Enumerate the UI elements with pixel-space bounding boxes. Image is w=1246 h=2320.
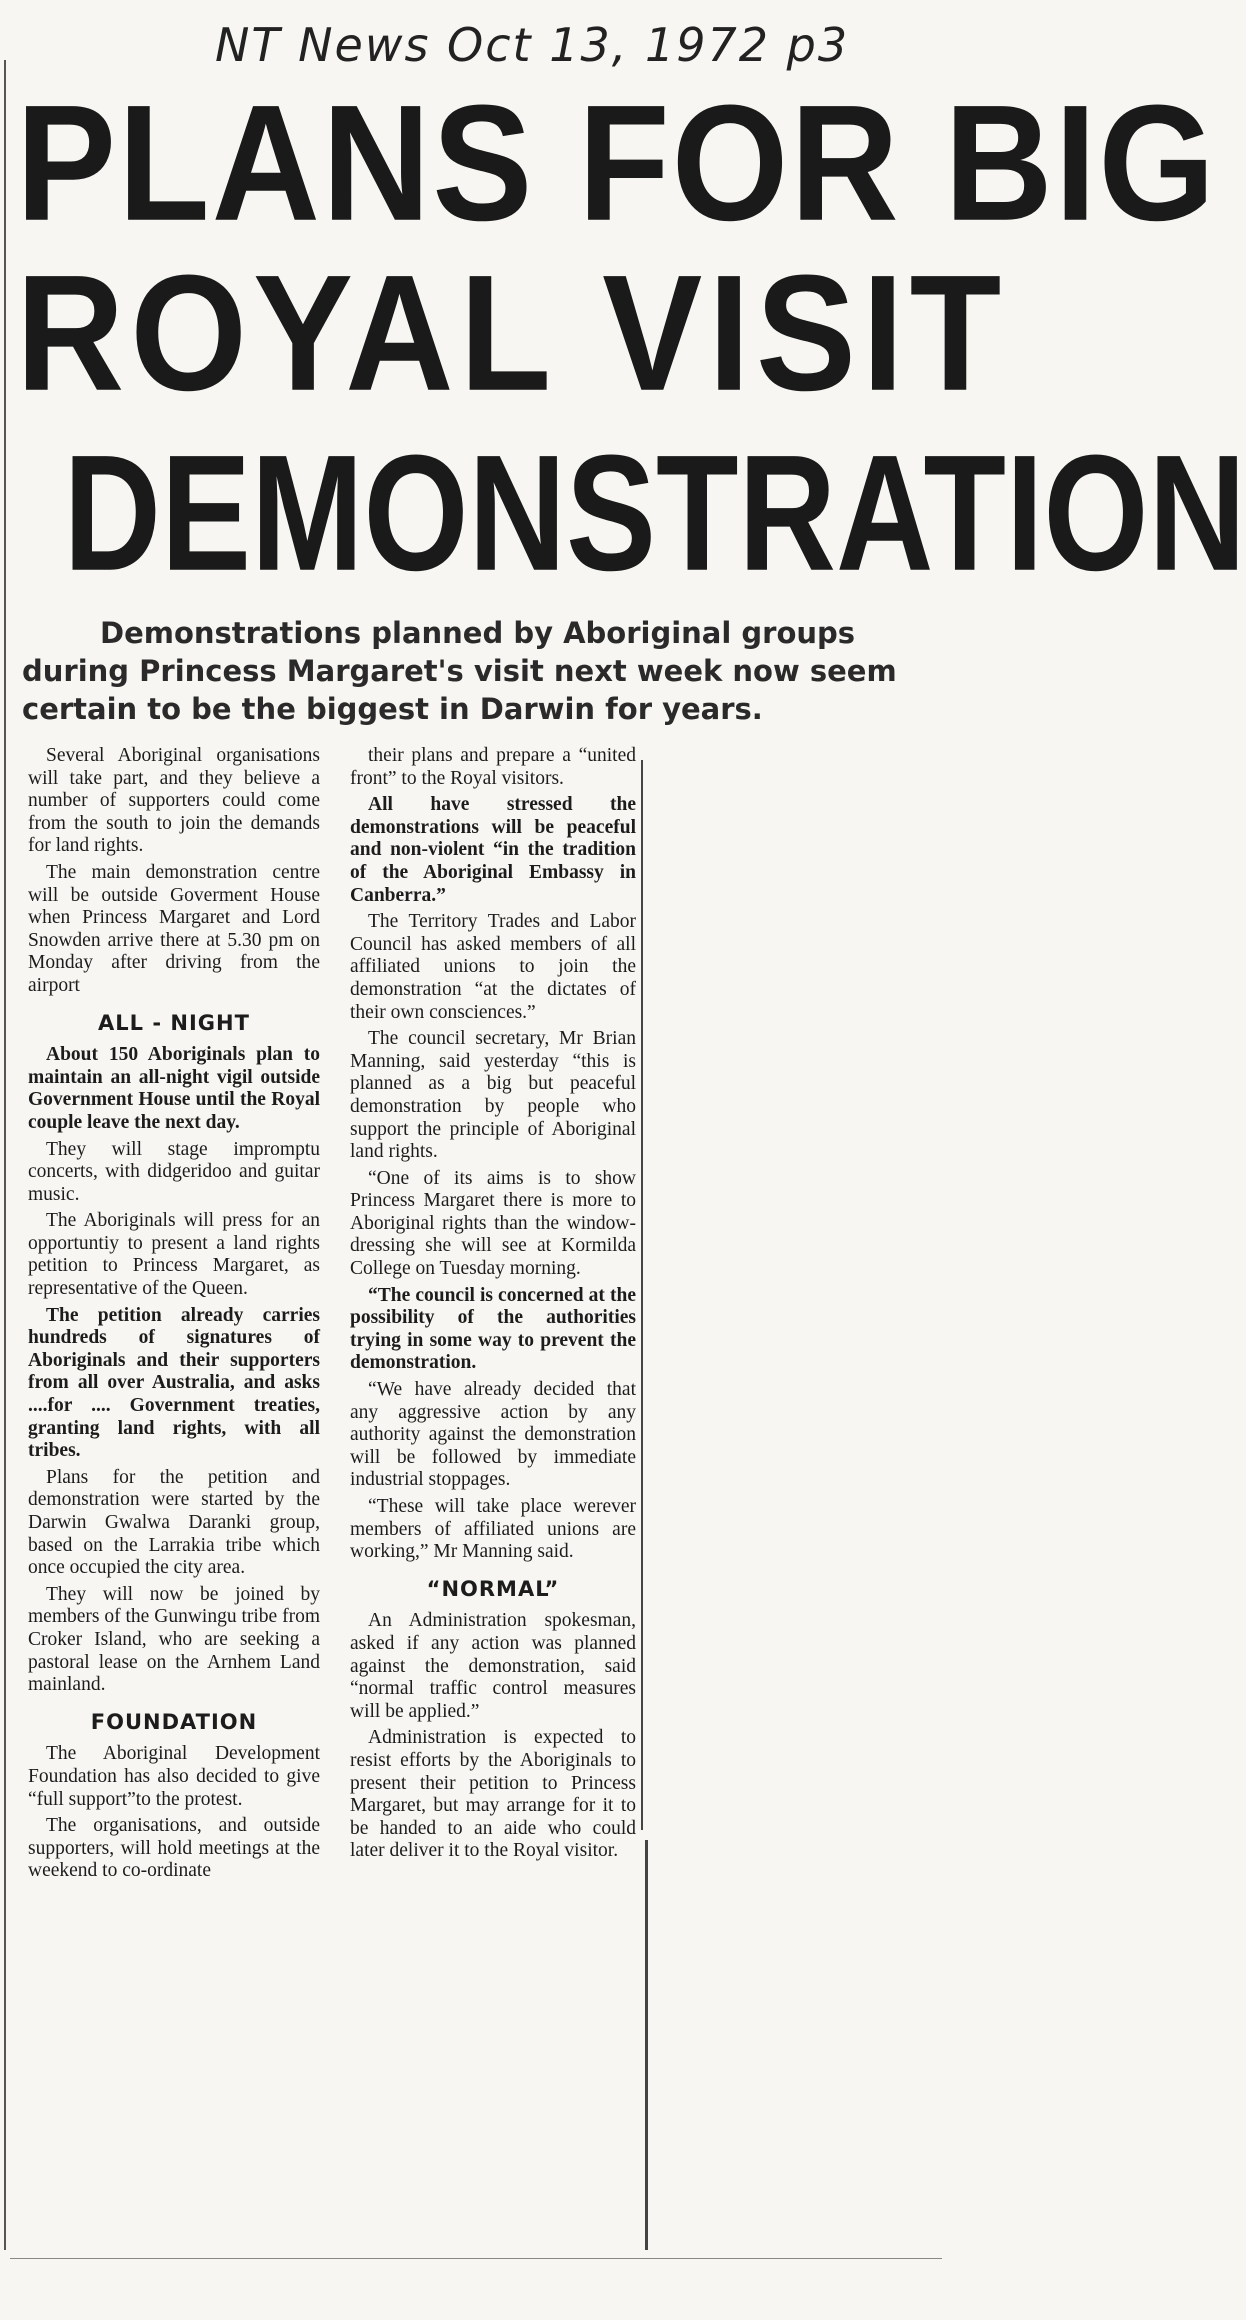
headline-line-1: PLANS FOR BIG bbox=[16, 70, 1218, 255]
article-column-right bbox=[350, 745, 636, 1867]
subhead-normal: “NORMAL” bbox=[426, 1576, 560, 1601]
paragraph: Several Aboriginal organisations will take part, and they believe a number of supporters could come from the south to join the demands for land rights. bbox=[28, 745, 320, 857]
paragraph: An Administration spokesman, asked if any action was planned against the demonstration, said “normal traffic control measures will be applied.” bbox=[350, 1610, 636, 1722]
handwritten-annotation: NT News Oct 13, 1972 p3 bbox=[215, 18, 850, 72]
paragraph: The Territory Trades and Labor Council has asked members of all affiliated unions to join the demonstration “at the dictates of their own consciences.” bbox=[350, 911, 636, 1023]
paragraph: They will now be joined by members of the Gunwingu tribe from Croker Island, who are seeking a pastoral lease on the Arnhem Land mainland. bbox=[28, 1583, 320, 1696]
paragraph: “The council is concerned at the possibility of the authorities trying in some way to prevent the demonstration. bbox=[350, 1284, 636, 1374]
paragraph: The organisations, and outside supporters, will hold meetings at the weekend to co-ordinate bbox=[28, 1815, 320, 1882]
paragraph: “We have already decided that any aggressive action by any authority against the demonstration will be followed by immediate industrial stoppages. bbox=[350, 1379, 636, 1491]
paragraph: The Aboriginal Development Foundation has also decided to give “full support”to the protest. bbox=[28, 1743, 320, 1810]
paragraph: The Aboriginals will press for an opportuntiy to present a land rights petition to Princess Margaret, as representative of the Queen. bbox=[28, 1210, 320, 1300]
subhead-foundation: FOUNDATION bbox=[90, 1709, 258, 1734]
bottom-rule bbox=[10, 2258, 942, 2259]
paragraph: “These will take place werever members of affiliated unions are working,” Mr Manning said. bbox=[350, 1496, 636, 1563]
paragraph: The petition already carries hundreds of signatures of Aboriginals and their supporters from all over Australia, and asks ....for .... Government treaties, granting land rights, with all tribes. bbox=[28, 1304, 320, 1462]
subhead-all-night: ALL - NIGHT bbox=[98, 1010, 250, 1035]
paragraph: their plans and prepare a “united front” to the Royal visitors. bbox=[350, 745, 636, 789]
article-column-left bbox=[28, 745, 320, 1887]
column-rule bbox=[641, 760, 643, 1830]
paragraph: “One of its aims is to show Princess Margaret there is more to Aboriginal rights than the window-dressing she will see at Kormilda College on Tuesday morning. bbox=[350, 1167, 636, 1280]
headline-line-3: DEMONSTRATION bbox=[63, 420, 1246, 605]
column-rule bbox=[645, 1840, 648, 2250]
paragraph: The council secretary, Mr Brian Manning, said yesterday “this is planned as a big but peaceful demonstration by people who support the principle of Aboriginal land rights. bbox=[350, 1028, 636, 1163]
standfirst: Demonstrations planned by Aboriginal groups during Princess Margaret's visit next week now seem certain to be the biggest in Darwin for years. bbox=[22, 616, 897, 726]
paragraph: All have stressed the demonstrations will be peaceful and non-violent “in the tradition of the Aboriginal Embassy in Canberra.” bbox=[350, 794, 636, 906]
paragraph: They will stage impromptu concerts, with didgeridoo and guitar music. bbox=[28, 1138, 320, 1205]
headline-line-2: ROYAL VISIT bbox=[16, 240, 1008, 425]
paragraph: Plans for the petition and demonstration were started by the Darwin Gwalwa Daranki group, based on the Larrakia tribe which once occupied the city area. bbox=[28, 1466, 320, 1579]
paragraph: The main demonstration centre will be outside Goverment House when Princess Margaret and Lord Snowden arrive there at 5.30 pm on Monday after driving from the airport bbox=[28, 861, 320, 996]
paragraph: About 150 Aboriginals plan to maintain an all-night vigil outside Government House until the Royal couple leave the next day. bbox=[28, 1044, 320, 1133]
paragraph: Administration is expected to resist efforts by the Aboriginals to present their petition to Princess Margaret, but may arrange for it to be handed to an aide who could later deliver it to the Royal visitor. bbox=[350, 1727, 636, 1862]
left-border-rule bbox=[4, 60, 6, 2250]
